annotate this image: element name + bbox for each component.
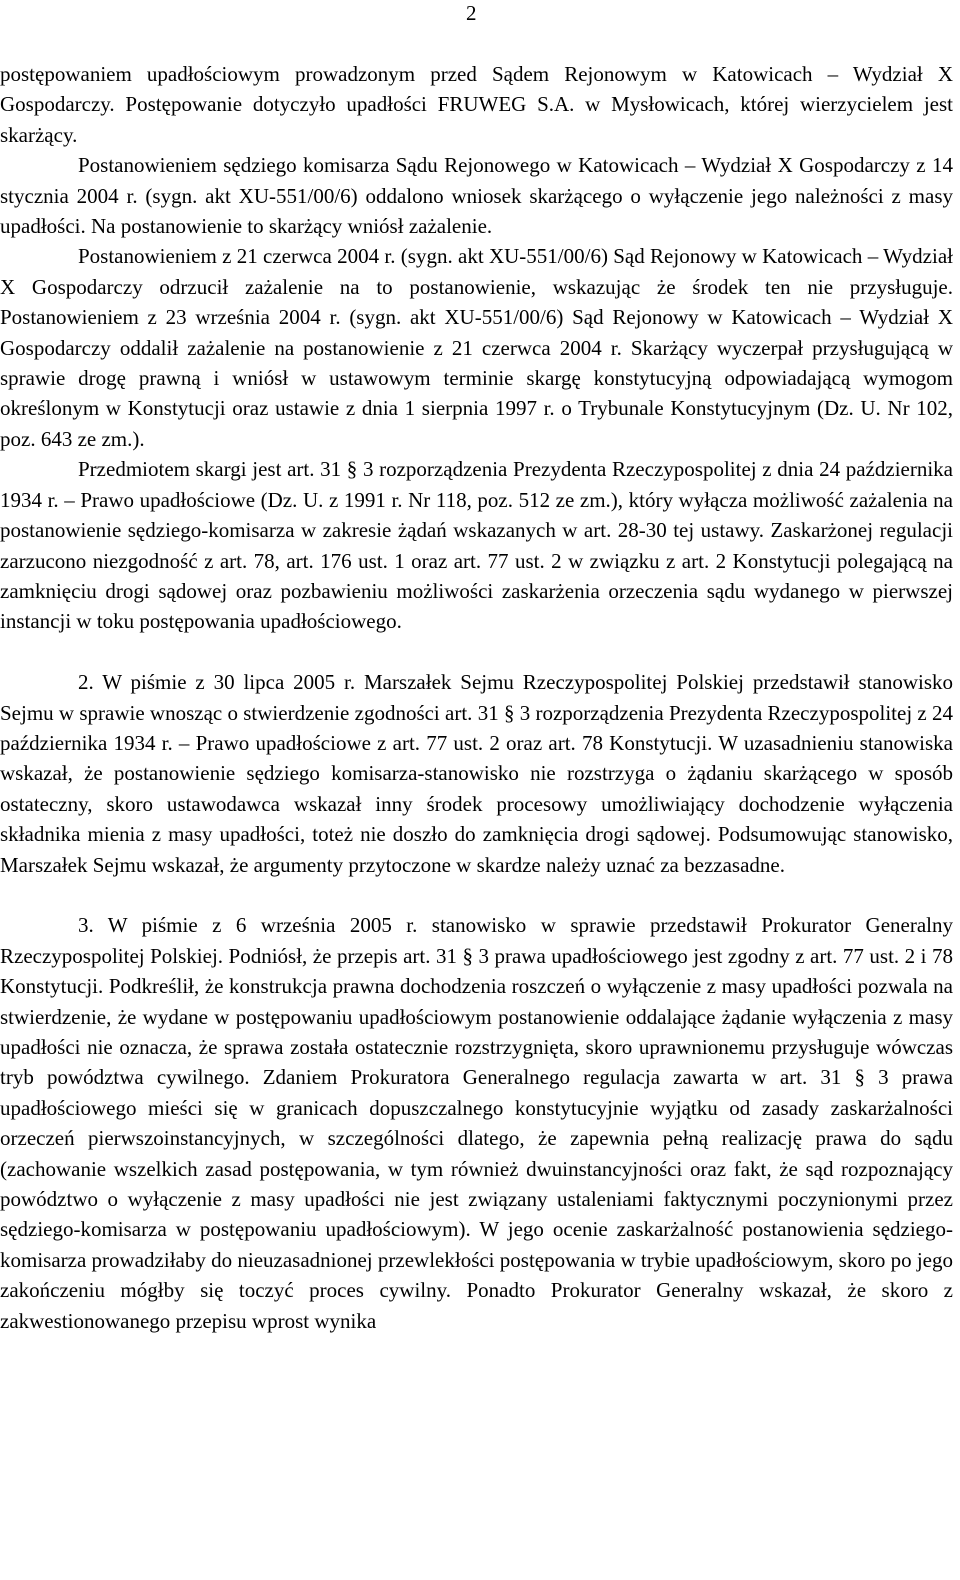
paragraph-decision-2004-06: Postanowieniem z 21 czerwca 2004 r. (sygn. akt XU-551/00/6) Sąd Rejonowy w Katowicach – Wydział X Gospodarczy odrzucił zażalenie na to postanowienie, wskazując że środek ten nie przysługuje. Postanowieniem z 23 września 2004 r. (sygn. akt XU-551/00/6) Sąd Rejonowy w Katowicach – Wydział X Gospodarczy oddalił zażalenie na postanowienie z 21 czerwca 2004 r. Skarżący wyczerpał przysługującą w sprawie drogę prawną i wniósł w ustawowym terminie skargę konstytucyjną odpowiadającą wymogom określonym w Konstytucji oraz ustawie z dnia 1 sierpnia 1997 r. o Trybunale Konstytucyjnym (Dz. U. Nr 102, poz. 643 ze zm.).	[0, 244, 953, 451]
paragraph-prosecutor-position: 3. W piśmie z 6 września 2005 r. stanowisko w sprawie przedstawił Prokurator Generalny Rzeczypospolitej Polskiej. Podniósł, że przepis art. 31 § 3 prawa upadłościowego jest zgodny z art. 77 ust. 2 i 78 Konstytucji. Podkreślił, że konstrukcja prawna dochodzenia roszczeń o wyłączenie z masy upadłości pozwala na stwierdzenie, że wydane w postępowaniu upadłościowym postanowienie oddalające żądanie wyłączenia z masy upadłości nie oznacza, że sprawa została ostatecznie rozstrzygnięta, skoro uprawnionemu przysługuje wówczas tryb powództwa cywilnego. Zdaniem Prokuratora Generalnego regulacja zawarta w art. 31 § 3 prawa upadłościowego mieści się w granicach dopuszczalnego konstytucyjnie wyjątku od zasady zaskarżalności orzeczeń pierwszoinstancyjnych, w szczególności dlatego, że zapewnia pełną realizację prawa do sądu (zachowanie wszelkich zasad postępowania, w tym również dwuinstancyjności oraz fakt, że sąd rozpoznający powództwo o wyłączenie z masy upadłości nie jest związany ustaleniami faktycznymi poczynionymi przez sędziego-komisarza w postępowaniu upadłościowym). W jego ocenie zaskarżalność postanowienia sędziego-komisarza prowadziłaby do nieuzasadnionej przewlekłości postępowania w trybie upadłościowym, skoro po jego zakończeniu mógłby się toczyć proces cywilny. Ponadto Prokurator Generalny wskazał, że skoro z zakwestionowanego przepisu wprost wynika	[0, 913, 953, 1333]
paragraph-subject-of-complaint: Przedmiotem skargi jest art. 31 § 3 rozporządzenia Prezydenta Rzeczypospolitej z dnia 24 października 1934 r. – Prawo upadłościowe (Dz. U. z 1991 r. Nr 118, poz. 512 ze zm.), który wyłącza możliwość zażalenia na postanowienie sędziego-komisarza w zakresie żądań wskazanych w art. 28-30 tej ustawy. Zaskarżonej regulacji zarzucono niezgodność z art. 78, art. 176 ust. 1 oraz art. 77 ust. 2 w związku z art. 2 Konstytucji polegającą na zamknięciu drogi sądowej oraz pozbawieniu możliwości zaskarżenia orzeczenia sądu wydanego w pierwszej instancji w toku postępowania upadłościowego.	[0, 457, 953, 634]
paragraph-sejm-position: 2. W piśmie z 30 lipca 2005 r. Marszałek Sejmu Rzeczypospolitej Polskiej przedstawił stanowisko Sejmu w sprawie wnosząc o stwierdzenie zgodności art. 31 § 3 rozporządzenia Prezydenta Rzeczypospolitej z 24 października 1934 r. – Prawo upadłościowe z art. 77 ust. 2 oraz art. 78 Konstytucji. W uzasadnieniu stanowiska wskazał, że postanowienie sędziego komisarza-stanowisko nie rozstrzyga o żądaniu skarżącego w sposób ostateczny, skoro ustawodawca wskazał inny środek procesowy umożliwiający dochodzenie wyłączenia składnika mienia z masy upadłości, toteż nie doszło do zamknięcia drogi sądowej. Podsumowując stanowisko, Marszałek Sejmu wskazał, że argumenty przytoczone w skardze należy uznać za bezzasadne.	[0, 670, 953, 877]
paragraph-decision-2004-01: Postanowieniem sędziego komisarza Sądu Rejonowego w Katowicach – Wydział X Gospodarczy z 14 stycznia 2004 r. (sygn. akt XU-551/00/6) oddalono wniosek skarżącego o wyłączenie jego należności z masy upadłości. Na postanowienie to skarżący wniósł zażalenie.	[0, 153, 953, 239]
page-number: 2	[466, 1, 477, 25]
document-body	[0, 59, 953, 1336]
paragraph-spacer	[0, 880, 953, 910]
paragraph-continuation: postępowaniem upadłościowym prowadzonym przed Sądem Rejonowym w Katowicach – Wydział X Gospodarczy. Postępowanie dotyczyło upadłości FRUWEG S.A. w Mysłowicach, której wierzycielem jest skarżący.	[0, 62, 953, 147]
paragraph-spacer	[0, 637, 953, 667]
